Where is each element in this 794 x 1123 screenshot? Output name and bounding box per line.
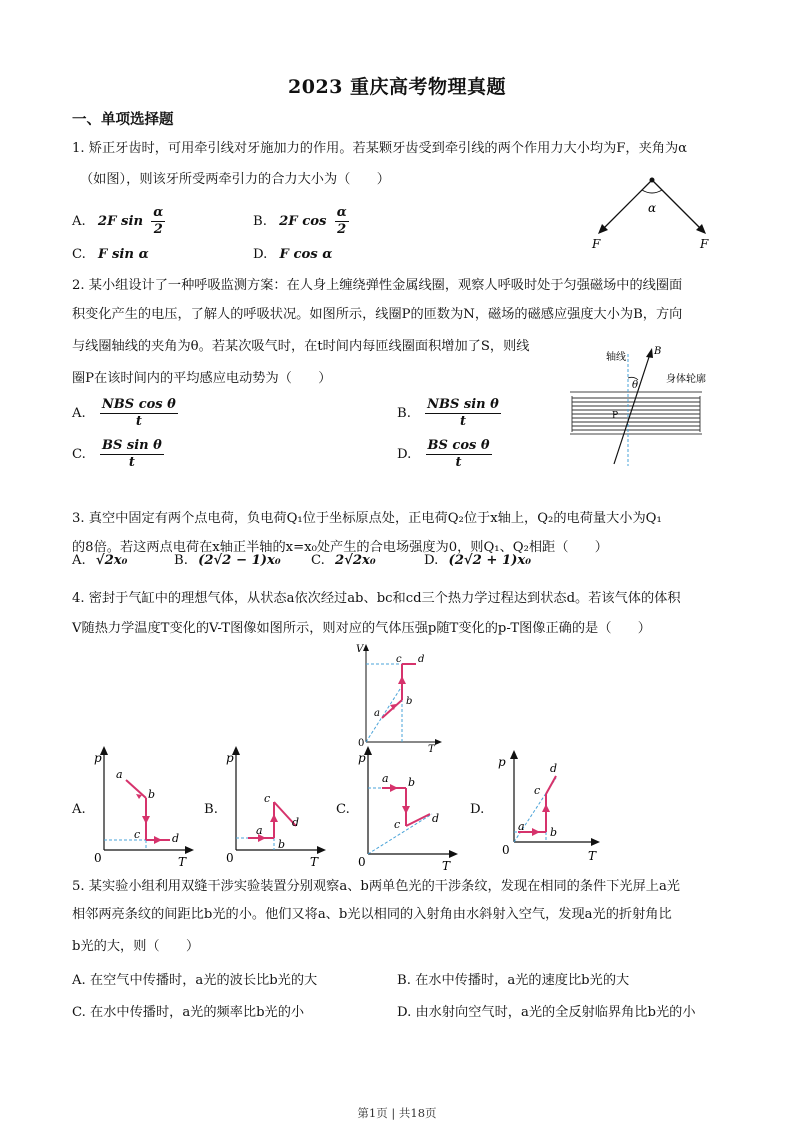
svg-text:a: a: [116, 768, 123, 781]
q2-option-d[interactable]: [397, 438, 492, 471]
q2-stem-line1: 2. 某小组设计了一种呼吸监测方案：在人身上缠绕弹性金属线圈，观察人呼吸时处于匀强磁场中的线圈面: [72, 278, 683, 293]
option-label: B.: [397, 406, 411, 421]
svg-text:T: T: [178, 855, 187, 869]
svg-text:d: d: [172, 832, 180, 845]
option-fraction: $\frac{\text{BS cos θ}}{t}$: [427, 438, 490, 470]
svg-text:0: 0: [358, 738, 365, 749]
svg-text:0: 0: [226, 851, 234, 865]
q1-option-b[interactable]: [253, 205, 349, 238]
q1-option-c[interactable]: [72, 246, 149, 264]
option-expr: F cos α: [279, 247, 333, 262]
option-expr: (2√2 + 1)x₀: [448, 553, 532, 568]
svg-text:c: c: [394, 818, 401, 831]
svg-text:a: a: [374, 708, 380, 719]
q5-stem-line1: 5. 某实验小组利用双缝干涉实验装置分别观察a、b两单色光的干涉条纹，发现在相同的条件下光屏上a光: [72, 879, 680, 894]
svg-text:c: c: [264, 792, 271, 805]
option-fraction: $\frac{\text{NBS cos θ}}{t}$: [101, 397, 176, 429]
q5-option-a[interactable]: A. 在空气中传播时，a光的波长比b光的大: [72, 973, 318, 988]
option-label: C.: [72, 447, 86, 462]
q2-option-a[interactable]: [72, 397, 178, 430]
coil-p-label: P: [612, 411, 619, 421]
svg-text:p: p: [498, 755, 506, 769]
svg-text:p: p: [226, 751, 234, 765]
svg-text:b: b: [406, 696, 413, 707]
force-right-label: F: [700, 237, 709, 251]
q5-stem-line2: 相邻两亮条纹的间距比b光的小。他们又将a、b光以相同的入射角由水斜射入空气，发现a光的折射角比: [72, 907, 672, 922]
q4-option-a-label[interactable]: A.: [72, 802, 86, 817]
section-heading: 一、单项选择题: [72, 111, 174, 128]
svg-text:T: T: [442, 859, 451, 873]
q1-stem-line2: （如图），则该牙所受两牵引力的合力大小为（ ）: [80, 172, 390, 187]
option-label: D.: [397, 447, 412, 462]
svg-text:0: 0: [502, 843, 510, 857]
q5-option-d[interactable]: D. 由水射向空气时，a光的全反射临界角比b光的小: [397, 1005, 696, 1020]
option-expr: 2√2x₀: [335, 553, 376, 568]
option-expr: 2F sin: [97, 214, 144, 229]
svg-text:p: p: [358, 751, 366, 765]
svg-text:d: d: [550, 762, 558, 775]
b-field-label: B: [654, 346, 662, 357]
svg-text:b: b: [278, 838, 286, 851]
alpha-label: α: [648, 201, 657, 215]
q4-option-d-graph[interactable]: [494, 742, 602, 866]
option-label: B.: [174, 553, 188, 568]
q4-stem-line1: 4. 密封于气缸中的理想气体，从状态a依次经过ab、bc和cd三个热力学过程达到状态d。若该气体的体积: [72, 591, 681, 606]
svg-text:c: c: [134, 828, 141, 841]
svg-text:b: b: [148, 788, 156, 801]
q3-stem-line2: 的8倍。若这两点电荷在x轴正半轴的x=x₀处产生的合电场强度为0，则Q₁、Q₂相距（ ）: [72, 540, 608, 555]
svg-text:a: a: [382, 772, 389, 785]
option-expr: 2F cos: [279, 214, 327, 229]
q4-option-c-label[interactable]: C.: [336, 802, 350, 817]
option-fraction: $\frac{\text{NBS sin θ}}{t}$: [427, 397, 499, 429]
svg-text:c: c: [534, 784, 541, 797]
page-footer: 第1页 | 共18页: [357, 1106, 437, 1120]
q3-option-d[interactable]: [424, 552, 531, 570]
q4-option-b-label[interactable]: B.: [204, 802, 218, 817]
svg-text:d: d: [292, 816, 300, 829]
option-label: B.: [253, 214, 267, 229]
q4-option-c-graph[interactable]: [354, 742, 458, 873]
q4-stem-line2: V随热力学温度T变化的V-T图像如图所示，则对应的气体压强p随T变化的p-T图像正确的是（ ）: [72, 621, 651, 636]
q5-option-b[interactable]: B. 在水中传播时，a光的速度比b光的大: [397, 973, 630, 988]
q2-option-c[interactable]: [72, 438, 164, 471]
svg-text:T: T: [310, 855, 319, 869]
option-expr: √2x₀: [95, 553, 128, 568]
q5-option-c[interactable]: C. 在水中传播时，a光的频率比b光的小: [72, 1005, 305, 1020]
option-label: C.: [311, 553, 325, 568]
option-fraction: $\frac{\text{BS sin θ}}{t}$: [102, 438, 162, 470]
q2-coil-figure: [566, 340, 716, 470]
svg-text:0: 0: [358, 855, 366, 869]
q1-option-d[interactable]: [253, 246, 332, 264]
q4-vt-graph: [352, 642, 442, 755]
q1-stem-line1: 1. 矫正牙齿时，可用牵引线对牙施加力的作用。若某颗牙齿受到牵引线的两个作用力大小均为F，夹角为α: [72, 141, 688, 156]
option-label: A.: [72, 214, 86, 229]
svg-text:d: d: [432, 812, 440, 825]
q3-option-a[interactable]: [72, 552, 127, 570]
q5-stem-line3: b光的大，则（ ）: [72, 939, 200, 954]
axis-label: 轴线: [606, 352, 626, 363]
q2-stem-line3: 与线圈轴线的夹角为θ。若某次吸气时，在t时间内每匝线圈面积增加了S，则线: [72, 339, 530, 354]
option-fraction: $\frac{\alpha}{2}$: [153, 205, 164, 237]
option-expr: F sin α: [98, 247, 149, 262]
svg-text:T: T: [428, 744, 435, 755]
q2-stem-line2: 积变化产生的电压，了解人的呼吸状况。如图所示，线圈P的匝数为N，磁场的磁感应强度大小为B，方向: [72, 307, 683, 322]
theta-label: θ: [632, 380, 639, 391]
option-label: D.: [253, 247, 268, 262]
option-fraction: $\frac{\alpha}{2}$: [336, 205, 347, 237]
svg-text:b: b: [550, 826, 558, 839]
q1-force-figure: [580, 172, 720, 258]
q4-option-b-graph[interactable]: [222, 742, 326, 869]
svg-text:V: V: [356, 644, 364, 655]
page-title: 2023 重庆高考物理真题: [288, 76, 506, 98]
svg-text:d: d: [418, 654, 425, 665]
q3-option-c[interactable]: [311, 552, 376, 570]
q4-option-d-label[interactable]: D.: [470, 802, 485, 817]
svg-text:a: a: [518, 820, 525, 833]
q3-stem-line1: 3. 真空中固定有两个点电荷，负电荷Q₁位于坐标原点处，正电荷Q₂位于x轴上，Q₂的电荷量大小为Q₁: [72, 511, 662, 526]
svg-text:p: p: [94, 751, 102, 765]
svg-text:T: T: [588, 849, 597, 863]
option-label: A.: [72, 553, 86, 568]
svg-text:c: c: [396, 654, 402, 665]
q1-option-a[interactable]: [72, 205, 165, 238]
q4-option-a-graph[interactable]: [90, 742, 194, 869]
q2-stem-line4: 圈P在该时间内的平均感应电动势为（ ）: [72, 371, 332, 386]
q3-option-b[interactable]: [174, 552, 281, 570]
svg-text:a: a: [256, 824, 263, 837]
svg-text:b: b: [408, 776, 416, 789]
option-label: A.: [72, 406, 86, 421]
body-outline-label: 身体轮廓: [666, 374, 706, 385]
option-expr: (2√2 − 1)x₀: [198, 553, 281, 568]
option-label: C.: [72, 247, 86, 262]
force-left-label: F: [592, 237, 601, 251]
q2-option-b[interactable]: [397, 397, 501, 430]
svg-text:0: 0: [94, 851, 102, 865]
option-label: D.: [424, 553, 439, 568]
